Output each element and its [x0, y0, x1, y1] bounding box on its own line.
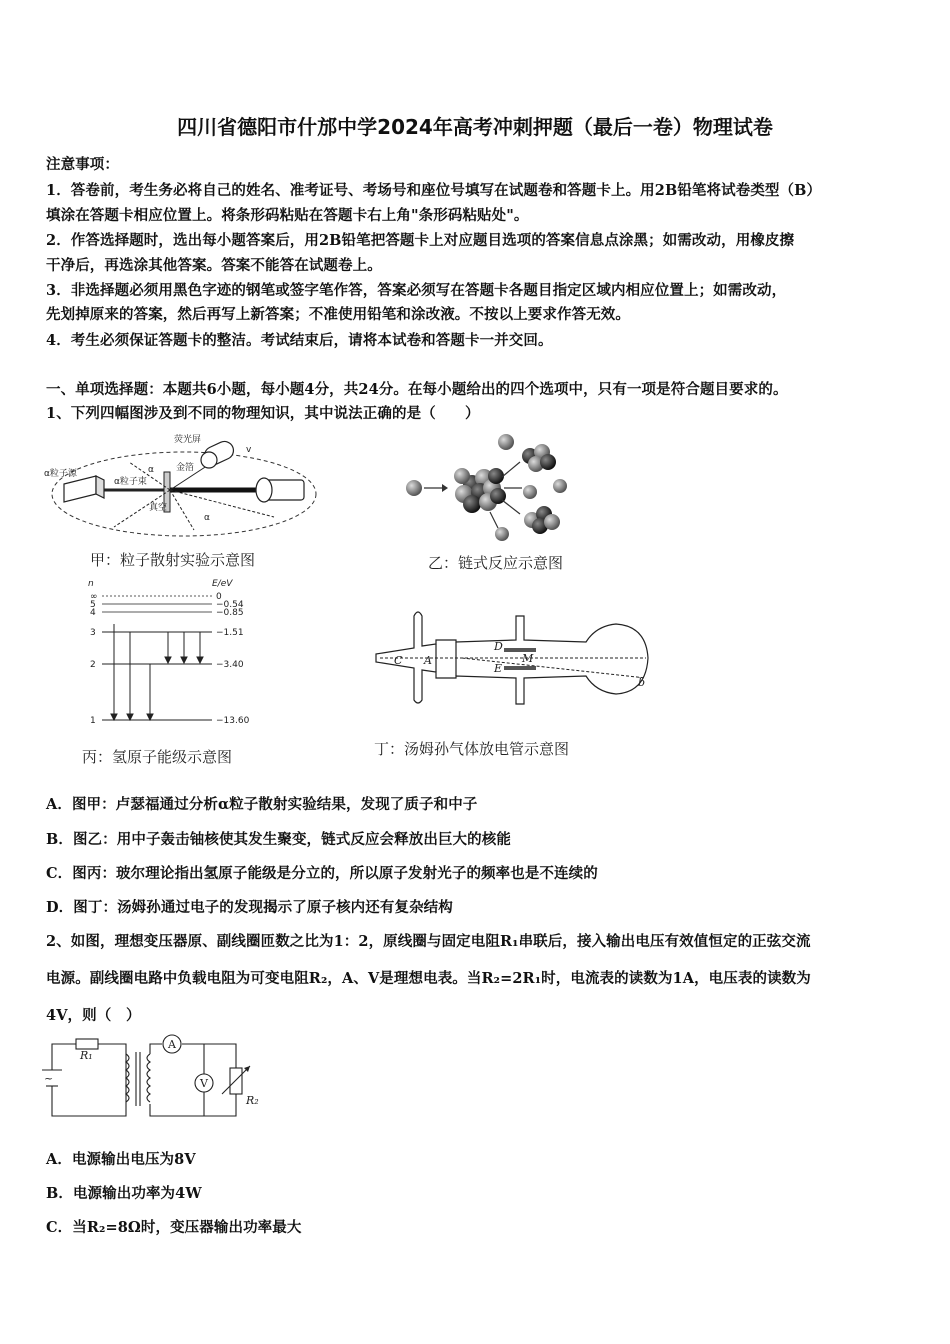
notice-line: 填涂在答题卡相应位置上。将条形码粘贴在答题卡右上角"条形码粘贴处"。 [46, 207, 529, 224]
label-vacuum: 真空 [149, 503, 168, 513]
level-n-label: 3 [90, 628, 96, 638]
label-foil: 金箔 [176, 463, 195, 473]
label-beam: α粒子束 [114, 477, 147, 487]
level-n-label: ∞ [90, 592, 98, 602]
q1-option-d: D．图丁：汤姆孙通过电子的发现揭示了原子核内还有复杂结构 [46, 899, 453, 916]
caption-jia: 甲：粒子散射实验示意图 [90, 551, 256, 569]
voltmeter-icon: V [200, 1077, 208, 1090]
notice-line: 3．非选择题必须用黑色字迹的钢笔或签字笔作答，答案必须写在答题卡各题目指定区域内相应位置上；如需改动， [46, 282, 787, 299]
label-c: C [394, 654, 403, 667]
label-screen: 荧光屏 [174, 435, 202, 445]
label-a: A [424, 654, 432, 667]
alpha-scattering-figure [44, 432, 324, 542]
discharge-tube-figure [366, 606, 656, 710]
q1-stem: 1、下列四幅图涉及到不同的物理知识，其中说法正确的是（ ） [46, 405, 480, 422]
ammeter-icon: A [168, 1038, 176, 1051]
page-title: 四川省德阳市什邡中学2024年高考冲刺押题（最后一卷）物理试卷 [177, 115, 773, 139]
level-n-label: 4 [90, 608, 96, 618]
label-d: D [494, 640, 503, 653]
q2-option-a: A．电源输出电压为8V [46, 1151, 196, 1168]
q2-stem-line: 电源。副线圈电路中负载电阻为可变电阻R₂，A、V是理想电表。当R₂=2R₁时，电流表的读数为1A，电压表的读数为 [46, 970, 811, 987]
label-alpha-source: α粒子源 [44, 469, 77, 479]
level-energy-label: −1.51 [216, 628, 244, 638]
label-alpha: α [204, 513, 210, 523]
level-energy-label: 0 [216, 592, 222, 602]
q2-option-b: B．电源输出功率为4W [46, 1185, 202, 1202]
notice-line: 2．作答选择题时，选出每小题答案后，用2B铅笔把答题卡上对应题目选项的答案信息点涂黑；如需改动，用橡皮擦 [46, 232, 795, 249]
notice-line: 干净后，再选涂其他答案。答案不能答在试题卷上。 [46, 257, 382, 274]
label-m: M [522, 652, 534, 665]
caption-yi: 乙：链式反应示意图 [428, 554, 564, 572]
label-r1: R₁ [80, 1049, 93, 1062]
uranium-nucleus [454, 468, 506, 513]
q1-option-c: C．图丙：玻尔理论指出氢原子能级是分立的，所以原子发射光子的频率也是不连续的 [46, 865, 598, 882]
level-energy-label: −0.85 [216, 608, 244, 618]
fission-fragment [524, 506, 560, 534]
energy-level-figure [84, 576, 264, 730]
notice-line: 先划掉原来的答案，然后再写上新答案；不准使用铅笔和涂改液。不按以上要求作答无效。 [46, 306, 630, 323]
q2-option-c: C．当R₂=8Ω时，变压器输出功率最大 [46, 1219, 302, 1236]
q2-stem-line: 4V，则（ ） [46, 1007, 141, 1024]
ac-source-icon: ~ [44, 1072, 54, 1085]
fission-fragment [522, 444, 556, 472]
level-n-label: 5 [90, 600, 96, 610]
section-heading: 一、单项选择题：本题共6小题，每小题4分，共24分。在每小题给出的四个选项中，只有一项是符合题目要求的。 [46, 381, 788, 398]
level-n-label: 1 [90, 716, 96, 726]
label-v: v [246, 445, 252, 455]
level-energy-label: −3.40 [216, 660, 244, 670]
level-n-label: 2 [90, 660, 96, 670]
label-e: E [494, 662, 503, 675]
label-r2: R₂ [246, 1094, 259, 1107]
transformer-circuit-figure [40, 1034, 270, 1120]
level-energy-label: −13.60 [216, 716, 250, 726]
level-energy-label: −0.54 [216, 600, 244, 610]
q2-stem-line: 2、如图，理想变压器原、副线圈匝数之比为1：2，原线圈与固定电阻R₁串联后，接入输出电压有效值恒定的正弦交流 [46, 933, 811, 950]
caption-bing: 丙：氢原子能级示意图 [82, 748, 233, 766]
notice-line: 4．考生必须保证答题卡的整洁。考试结束后，请将本试卷和答题卡一并交回。 [46, 332, 553, 349]
q1-option-b: B．图乙：用中子轰击铀核使其发生聚变，链式反应会释放出巨大的核能 [46, 831, 511, 848]
caption-ding: 丁：汤姆孙气体放电管示意图 [374, 740, 570, 758]
label-alpha: α [148, 465, 154, 475]
notice-heading: 注意事项： [46, 156, 119, 173]
q1-option-a: A．图甲：卢瑟福通过分析α粒子散射实验结果，发现了质子和中子 [46, 796, 478, 813]
chain-reaction-figure [402, 432, 577, 547]
label-n: n [88, 579, 94, 589]
label-b: b [638, 676, 646, 689]
label-unit: E/eV [212, 579, 233, 589]
notice-line: 1．答卷前，考生务必将自己的姓名、准考证号、考场号和座位号填写在试题卷和答题卡上。用2B铅笔将试卷类型（B） [46, 182, 822, 199]
